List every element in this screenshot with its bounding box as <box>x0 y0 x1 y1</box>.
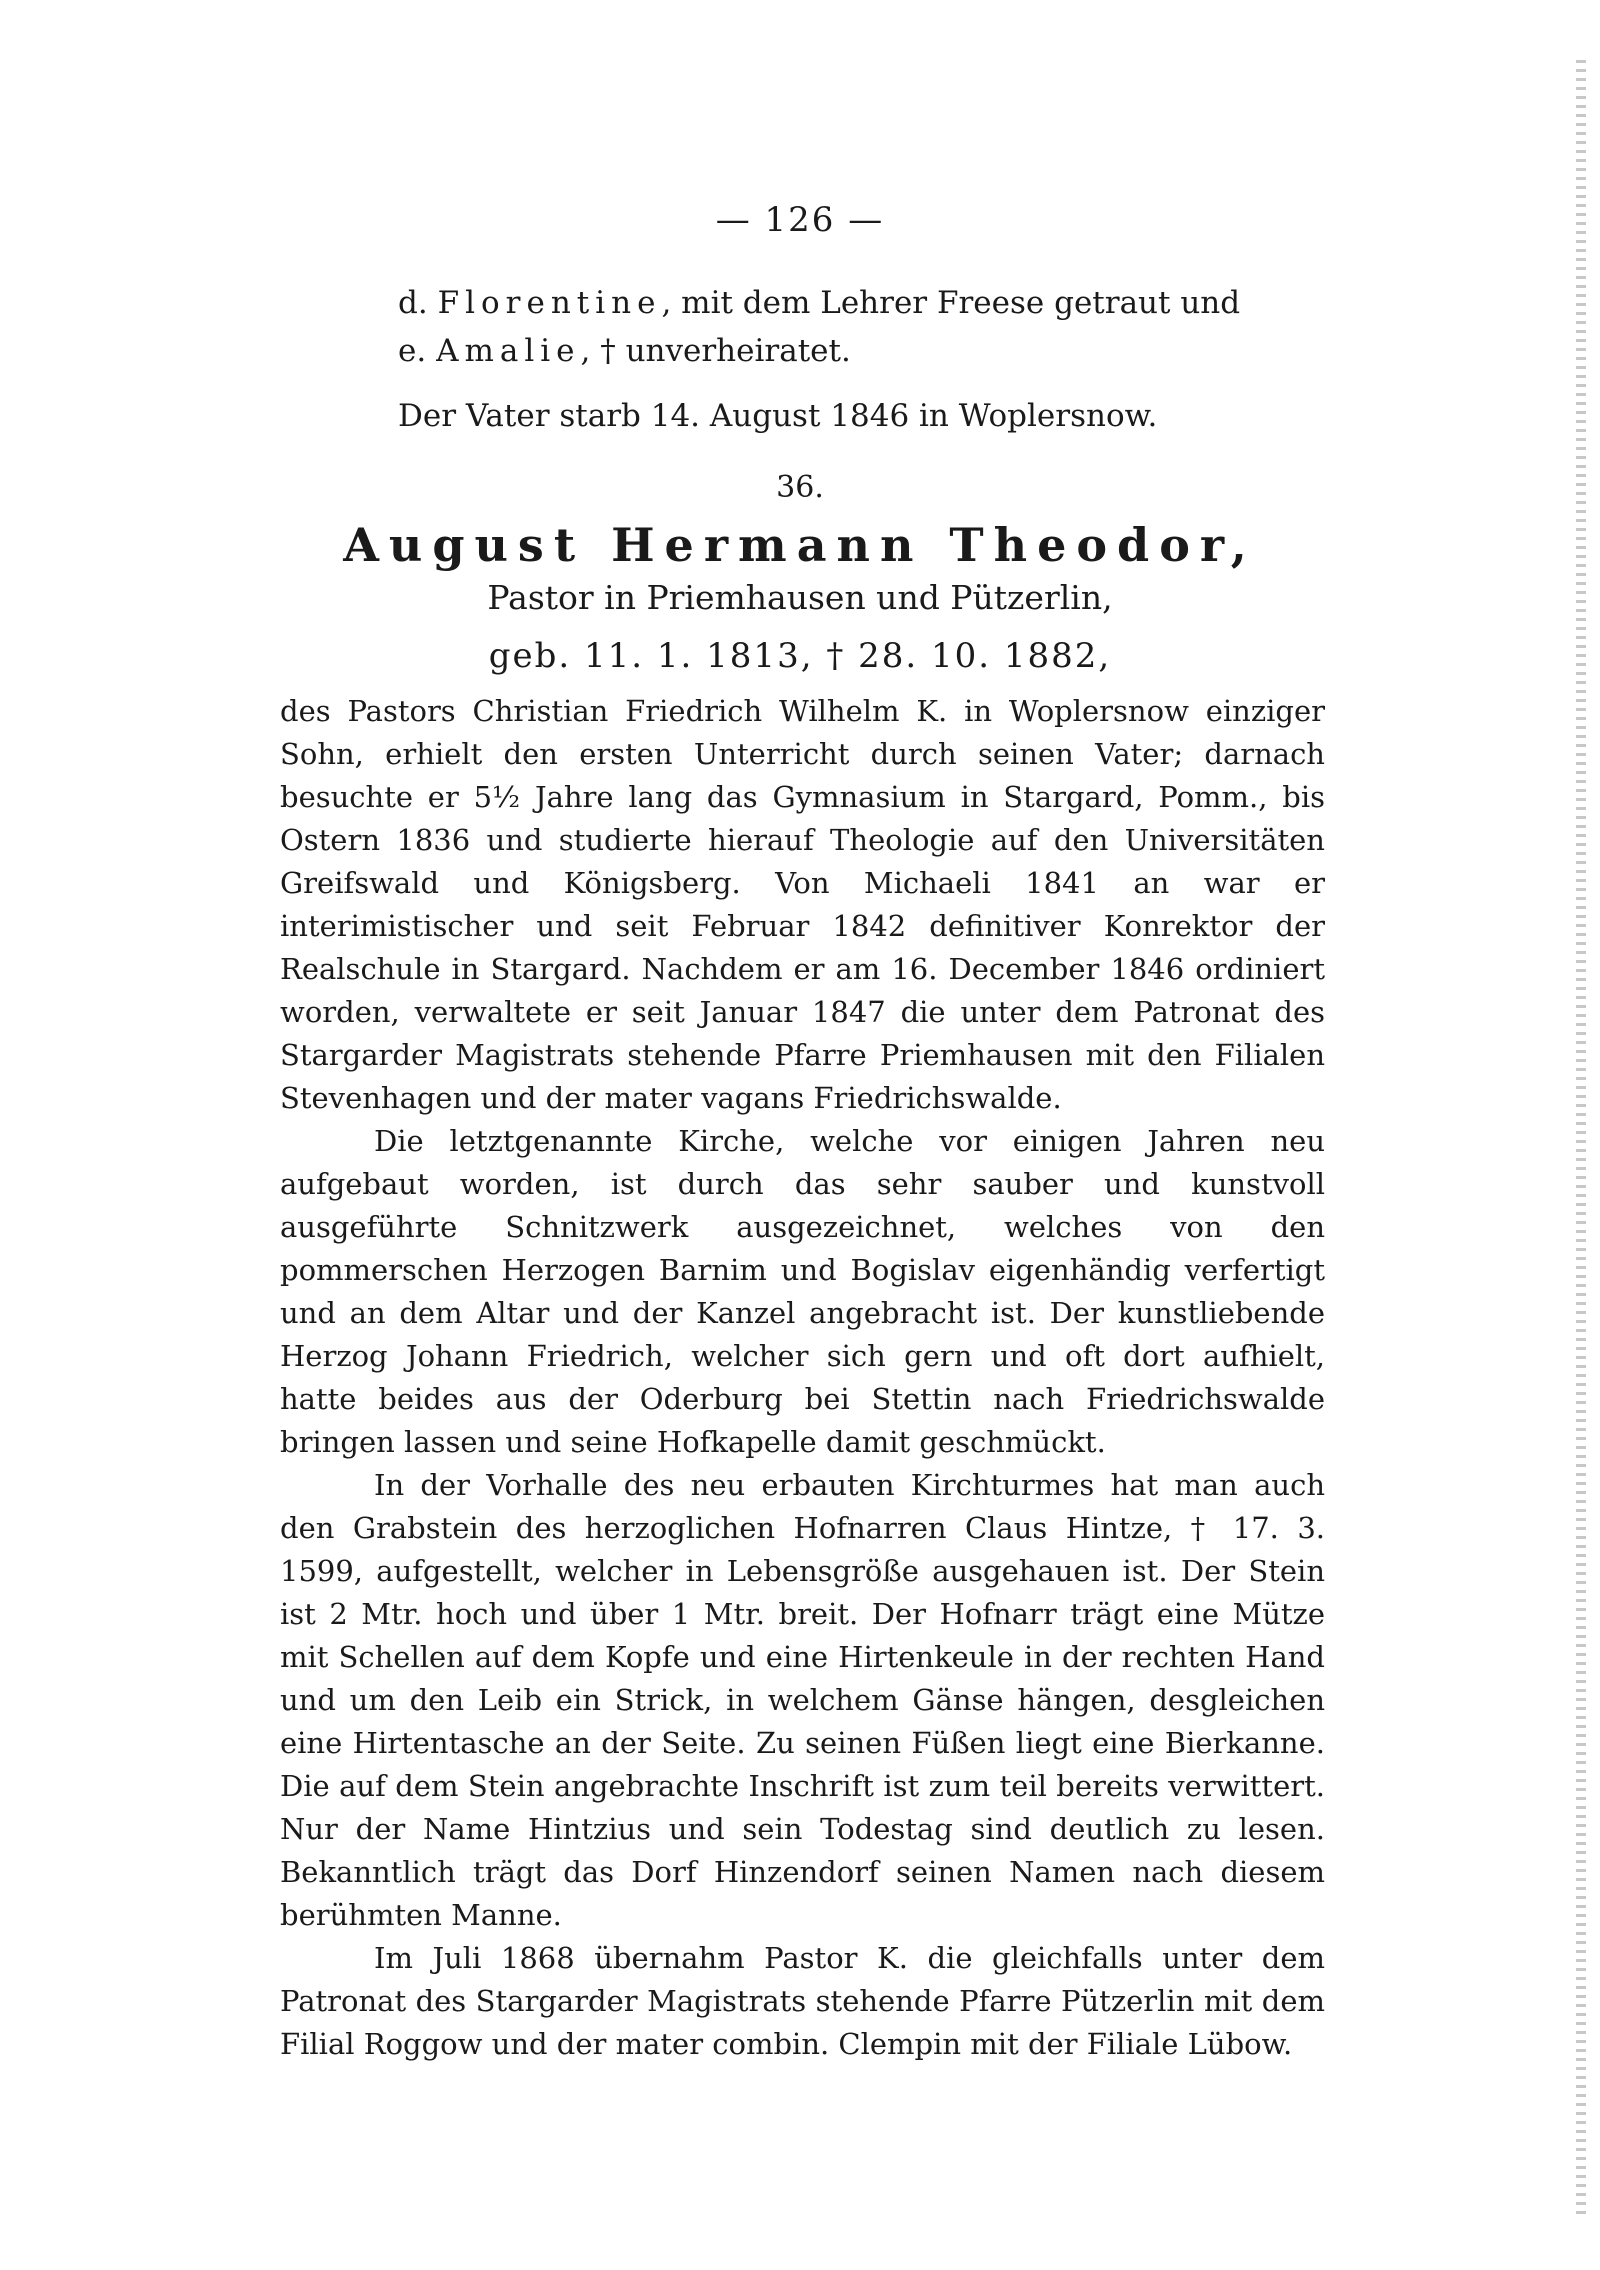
list-item-d <box>398 285 1240 321</box>
list-text: , † unverheiratet. <box>580 333 851 369</box>
list-marker: e. <box>398 333 427 369</box>
paragraph: Im Juli 1868 übernahm Pastor K. die gleichfalls unter dem Patronat des Stargarder Magistrats stehende Pfarre Pützerlin mit dem Filial Roggow und der mater combin. Clempin mit der Filiale Lübow. <box>280 1941 1325 2061</box>
list-name: Amalie <box>436 333 581 369</box>
paragraph: Die letztgenannte Kirche, welche vor einigen Jahren neu aufgebaut worden, ist durch das sehr sauber und kunstvoll ausgeführte Schnitzwerk ausgezeichnet, welches von den pommerschen Herzogen Barnim und Bogislav eigenhändig verfertigt und an dem Altar und der Kanzel angebracht ist. Der kunstliebende Herzog Johann Friedrich, welcher sich gern und oft dort aufhielt, hatte beides aus der Oderburg bei Stettin nach Friedrichswalde bringen lassen und seine Hofkapelle damit geschmückt. <box>280 1124 1325 1459</box>
list-item-e <box>398 333 851 369</box>
entry-number: 36. <box>776 470 824 505</box>
biography-text <box>280 690 1325 2066</box>
list-text: , mit dem Lehrer Freese getraut und <box>661 285 1241 321</box>
entry-role: Pastor in Priemhausen und Pützerlin, <box>487 578 1113 617</box>
father-death-line: Der Vater starb 14. August 1846 in Woplersnow. <box>398 398 1158 434</box>
entry-dates: geb. 11. 1. 1813, † 28. 10. 1882, <box>488 636 1112 676</box>
page-edge-scan-artifact <box>1576 60 1586 2220</box>
list-name: Florentine <box>437 285 662 321</box>
list-marker: d. <box>398 285 428 321</box>
paragraph: In der Vorhalle des neu erbauten Kirchturmes hat man auch den Grabstein des herzoglichen Hofnarren Claus Hintze, † 17. 3. 1599, aufgestellt, welcher in Lebensgröße ausgehauen ist. Der Stein ist 2 Mtr. hoch und über 1 Mtr. breit. Der Hofnarr trägt eine Mütze mit Schellen auf dem Kopfe und eine Hirtenkeule in der rechten Hand und um den Leib ein Strick, in welchem Gänse hängen, desgleichen eine Hirtentasche an der Seite. Zu seinen Füßen liegt eine Bierkanne. Die auf dem Stein angebrachte Inschrift ist zum teil bereits verwittert. Nur der Name Hintzius und sein Todestag sind deutlich zu lesen. Bekanntlich trägt das Dorf Hinzendorf seinen Namen nach diesem berühmten Manne. <box>280 1468 1325 1932</box>
page-number: — 126 — <box>715 200 885 240</box>
paragraph: des Pastors Christian Friedrich Wilhelm K. in Woplersnow einziger Sohn, erhielt den ersten Unterricht durch seinen Vater; darnach besuchte er 5½ Jahre lang das Gymnasium in Stargard, Pomm., bis Ostern 1836 und studierte hierauf Theologie auf den Universitäten Greifswald und Königsberg. Von Michaeli 1841 an war er interimistischer und seit Februar 1842 definitiver Konrektor der Realschule in Stargard. Nachdem er am 16. December 1846 ordiniert worden, verwaltete er seit Januar 1847 die unter dem Patronat des Stargarder Magistrats stehende Pfarre Priemhausen mit den Filialen Stevenhagen und der mater vagans Friedrichswalde. <box>280 694 1325 1115</box>
entry-name: August Hermann Theodor, <box>343 518 1257 572</box>
